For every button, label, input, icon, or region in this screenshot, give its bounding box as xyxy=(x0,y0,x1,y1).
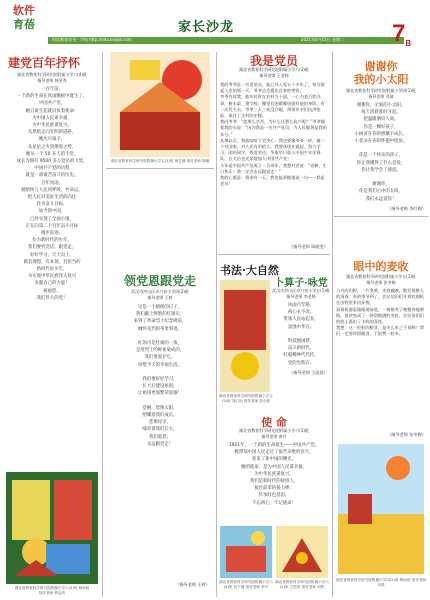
col3-poem2-line: 富强中华在。 xyxy=(287,324,315,330)
col4-poem-line: 谢谢你， xyxy=(372,182,390,188)
col1-poem-line: 从星星之火到燎原之势， xyxy=(27,144,77,150)
col2-poem-line: 我们要好好学习， xyxy=(142,377,178,383)
col4-poem-line: 你让我懂得了什么是爱， xyxy=(356,160,406,166)
col3-artwork xyxy=(220,280,270,392)
col1-byline: 湖北省教育科学研究院附属小学六(4)班 指导老师 韩金秀 xyxy=(17,72,87,83)
col2-poem-line xyxy=(106,369,214,376)
col3-poem2-line: 带领人民站起来， xyxy=(283,317,319,323)
col4-poem-line: 你是一个快乐的孩子， xyxy=(359,153,403,159)
col4-signature2: （指导老师 张冬梅） xyxy=(386,432,426,437)
col3-poem3-line: 传承红色基因， xyxy=(258,493,290,499)
col1-artwork-svg xyxy=(6,472,98,584)
col3-poem2-byline: 武汉市洪山区卓刀泉小学五(1)班 指导老师 李老师 xyxy=(272,288,330,299)
col2-poem-line: 照耀着我们成长， xyxy=(142,413,178,419)
page-suffix: B xyxy=(405,39,412,48)
col3-poem2-line xyxy=(272,331,330,338)
col3-poem3 xyxy=(218,442,330,507)
col3-poem2-line: 红船精神代代传， xyxy=(283,353,319,359)
col4-byline2: 湖北省教育科学研究院附属小学五(1)班 指导老师 张冬梅 xyxy=(346,274,416,285)
col4-poem-line xyxy=(334,174,428,181)
col4-poem-line: 谢谢你，亲爱的小太阳， xyxy=(356,103,406,108)
col1-poem-line: 我们要听党话、跟党走， xyxy=(27,245,77,251)
col2-poem-line: 来到了革命烈士纪念碑前， xyxy=(133,319,187,325)
col4-poem-line: 你是我们心中的太阳， xyxy=(359,189,403,195)
col3-title: 我是党员 xyxy=(249,54,298,68)
col3-poem3-line: 不忘初心，牢记使命！ xyxy=(252,500,296,506)
col3-signature: （指导老师 陈晓雯） xyxy=(288,244,328,249)
col2-poem-line: 红领巾是红旗的一角， xyxy=(138,341,182,347)
col2-poem-line: 我们戴上鲜艳的红领巾， xyxy=(135,312,185,318)
col1-poem-line: 做有理想、有本领、有担当的 xyxy=(23,259,81,265)
page-number xyxy=(392,20,411,48)
col1-poem-line: 她历尽艰辛， xyxy=(38,137,66,143)
col4-title: 谢谢你 我的小太阳 xyxy=(353,60,409,86)
col2-poem-line: 我们爱您， xyxy=(149,434,171,440)
col3-poem3-line: 我们是新时代的接班人， xyxy=(249,479,299,485)
strip-left: 科技教育周刊 · 学校 http://edu.kejiyb.com xyxy=(52,37,132,42)
col3-body: 我的爷爷是一名老党员，他已经入党五十多年了。每当提起入党的那一天，爷爷总会露出自豪的笑容。 爷爷告诉我，他年轻时在农村当干部，一心为老百姓办事，修水渠、建学校，哪里有困难哪里就有他的身影。有一次发大水，爷爷三天三夜没合眼，带领乡亲们抗洪抢险，保住了全村的庄稼。 我问爷爷：“您那么辛苦，为什么还那么高兴呢？”爷爷摸着我的头说：“因为我是一名共产党员，为人民服务是我的本分。” 从那以后，我就暗暗下定决心：我也要像爷爷一样，做一个对国家、对人民有用的人。我要从现在做起，努力学习，团结同学，热爱劳动，争取早日加入中国少年先锋队，长大后也光荣地加入中国共产党！ 今年是中国共产党成立一百周年，我想对党说：“党啊，生日快乐！我一定会永远跟党走！” 我的心愿是：将来有一天，我也能骄傲地说一句——我是党员！ xyxy=(220,82,327,187)
col3-poem3-line: 迎来了新中国的曙光。 xyxy=(252,457,296,463)
col4-artwork xyxy=(338,444,424,574)
newspaper-logo xyxy=(4,4,44,38)
col4-poem-line: 把温暖洒向人间。 xyxy=(363,117,399,123)
col2-poem-line: 永远跟党走！ xyxy=(146,441,174,447)
col1-poem-line: 中国共产党。 xyxy=(38,101,66,107)
col3-poem3-byline: 湖北省教育科学研究院附属小学六(1)班 指导老师 黄丹 xyxy=(239,428,309,439)
col3-poem2-line: 科技强国梦， xyxy=(287,339,315,345)
col1-article xyxy=(4,52,100,597)
col3-artwork-svg xyxy=(220,280,270,392)
col1-poem-line: 一百年前， xyxy=(41,87,63,92)
column-divider xyxy=(102,52,103,597)
col4-separator xyxy=(334,216,428,217)
col1-artwork xyxy=(6,472,98,584)
logo-line-1: 软件 xyxy=(13,4,35,17)
col4-signature: （指导老师 李红梅） xyxy=(386,206,426,211)
col1-poem-line: 她始终与人民同呼吸、共命运， xyxy=(21,187,83,193)
col3-poem3-line: 接过前辈的接力棒， xyxy=(254,486,294,492)
col3-article xyxy=(218,52,330,597)
col1-poem-line: 一个新的生命在风雨飘摇中诞生了， xyxy=(16,94,88,100)
col2-poem-line: 缅怀先烈的英勇事迹。 xyxy=(138,326,182,332)
col1-poem-line: 从黑暗走向光明的道路， xyxy=(27,130,77,136)
col1-poem-line: 作为奋斗目标， xyxy=(36,202,68,208)
col1-poem-line: 她从一个 50 多人的小党， xyxy=(25,151,79,157)
col4-poem-line: 每天清晨准时升起， xyxy=(361,110,401,116)
col2-title: 领党恩跟党走 xyxy=(123,274,196,288)
col3-separator xyxy=(218,254,330,255)
col2-poem-line: 哺育着我们长大， xyxy=(142,427,178,433)
col1-poem-line: 新时代好少年， xyxy=(36,267,68,273)
col2-art-caption: 湖北省教育科学研究院附属小学五(3)班 徐艺涵 指导老师 陈曦 xyxy=(110,159,210,163)
col3-poem2-line: 初心永不改。 xyxy=(287,310,315,316)
col1-poem-line: 贡献自己的力量！ xyxy=(34,281,70,287)
col4-poem-line xyxy=(334,145,428,152)
col1-poem-line: 已经实现了全面小康， xyxy=(30,216,74,222)
col2-artwork-svg xyxy=(110,52,210,157)
col3-poem2-title: 卜算子·咏党 xyxy=(274,278,328,289)
col3-byline: 湖北省教育科学研究院附属小学六(3)班 指导老师 王老师 xyxy=(239,67,309,78)
column-divider xyxy=(332,52,333,597)
strip-date: 2021年6月15日 星期二 xyxy=(300,37,344,42)
col2-signature: （指导老师 王辉） xyxy=(175,582,210,587)
col3-poem3-line: 她带领中国人民走过了艰苦卓绝的岁月， xyxy=(234,450,314,456)
col3-artwork-3 xyxy=(276,526,328,578)
col3-poem2-line: 奋斗新时代。 xyxy=(287,346,315,352)
col1-poem-line: 如今的中国， xyxy=(38,209,66,215)
col2-artwork xyxy=(110,52,210,157)
col4-poem-line: 你让我学会了感恩。 xyxy=(361,167,401,173)
col3-poem3-title: 使 命 xyxy=(261,416,287,429)
col4-poem-line: 小花朵在你的怀抱中绽放。 xyxy=(354,139,408,145)
col1-poem-line: 正在向第二个百年奋斗目标 xyxy=(25,223,79,229)
page-header xyxy=(0,0,430,50)
col1-poem-line: 好好学习，天天向上， xyxy=(30,252,74,258)
col4-article xyxy=(334,52,428,597)
col1-poem-line: 成长为拥有 9500 多万党员的大党， xyxy=(16,159,88,165)
col3-art2-caption: 湖北省教育科学研究院附属小学六(4)班 张子涵 指导老师 李丹 xyxy=(219,580,273,589)
col2-poem-line: 党啊，您像太阳， xyxy=(142,405,178,411)
col1-poem-line: 阔步前进。 xyxy=(41,231,63,237)
col2-article xyxy=(106,52,214,597)
col1-poem-line: 就是一部艰苦奋斗的历史。 xyxy=(25,173,79,179)
col1-poem-line: 祝福您， xyxy=(43,288,61,294)
col3-poem2-line: 风雨百年路， xyxy=(287,303,315,308)
col4-art-caption: 湖北省教育科学研究院附属小学四(2)班 陈雨欣 指导老师 邓倩 xyxy=(335,578,427,587)
col1-poem-line: 把人民对美好生活的向往 xyxy=(27,195,77,201)
col2-poem-line xyxy=(106,333,214,340)
col2-separator xyxy=(106,168,214,169)
col3-artwork-3-svg xyxy=(276,526,328,578)
col4-poem-line: 小树苗在你的照耀下成长， xyxy=(354,131,408,137)
col1-poem-line: 为实现中华民族伟大复兴 xyxy=(27,274,77,280)
col4-title2: 眼中的麦收 xyxy=(353,260,409,273)
col1-art-caption: 湖北省教育科学研究院附属小学六(4)班 杨雨晨 指导老师 韩金秀 xyxy=(14,586,90,595)
col1-poem xyxy=(4,86,100,302)
logo-line-2: 育蓓 xyxy=(13,18,35,31)
col2-poem-line: 您像母亲， xyxy=(149,420,171,426)
col1-poem-line: 她自诞生起就肩负着使命： xyxy=(25,108,79,114)
col3-poem3-line: 她的使命，是为中国人民谋幸福， xyxy=(241,464,307,470)
col3-art-caption: 湖北省教育科学研究院附属小学五(2)班 刘心怡 指导老师 周小燕 xyxy=(219,394,273,403)
col3-poem2 xyxy=(272,302,330,367)
col1-poem-line: 百年风雨， xyxy=(41,180,63,186)
col4-poem-line: 我们永远爱你！ xyxy=(365,196,397,202)
header-strip xyxy=(48,35,404,45)
col1-poem-line: 为中华民族谋复兴。 xyxy=(32,123,72,129)
col1-poem-line: 我们伟大的党！ xyxy=(36,295,68,301)
col3-artwork-2-svg xyxy=(220,526,272,578)
col1-poem-line: 中国共产党的历程 xyxy=(34,166,70,172)
col4-artwork-svg xyxy=(338,444,424,574)
col3-poem3-line: 1921年，一个新的生命诞生——中国共产党。 xyxy=(228,443,320,448)
col3-poem3-line: 为中华民族谋复兴。 xyxy=(254,471,294,477)
col3-masthead: 书法·大自然 xyxy=(220,264,279,277)
col3-poem2-signature: （指导老师 王雨晨） xyxy=(288,370,328,375)
column-divider xyxy=(216,52,217,597)
col3-artwork-2 xyxy=(220,526,272,578)
col2-poem-line: 我们要爱护它， xyxy=(144,355,176,361)
col2-poem-line: 这是一个晴朗的日子， xyxy=(138,305,182,310)
col2-poem-line: 是用烈士的鲜血染成的， xyxy=(135,348,185,354)
col2-byline: 武汉市洪山区卓刀泉小学四(2)班 指导老师 王辉 xyxy=(131,289,189,300)
col2-poem-line: 让祖国更加繁荣富强！ xyxy=(138,391,182,397)
col2-poem xyxy=(106,304,214,448)
section-title: 家长沙龙 xyxy=(178,20,235,35)
col3-art3-caption: 湖北省教育科学研究院附属小学六(2)班 王思琪 指导老师 刘婷 xyxy=(275,580,329,589)
col1-poem-line: 为中国人民谋幸福， xyxy=(32,115,72,121)
col3-poem2-line: 党的光辉在。 xyxy=(287,360,315,366)
col4-poem xyxy=(334,102,428,203)
col2-poem-line: 珍惜今天的幸福生活。 xyxy=(138,362,182,368)
col4-poem-line: 你是一颗好孩子， xyxy=(363,124,399,130)
col4-body2: 六月的田野，一片金黄，麦浪翻滚，散发着醉人的清香。麦收季节到了，农民伯伯们开着收割机在田野里来回穿梭。 看着机器轰隆隆地前进，一排排麦子被整齐地割倒，很快变成了一袋袋饱满的麦粒，农民伯伯们的脸上露出了丰收的喜悦。 我想：这一粒粒的粮食，是多么来之不易啊！我们一定要珍惜粮食，不浪费一粒米。 xyxy=(336,288,424,337)
col1-poem-line: 作为新时代的少年， xyxy=(32,238,72,244)
col4-byline: 湖北省教育科学研究院附属小学四(1)班 指导老师 邓倩 xyxy=(346,88,416,99)
col2-poem-line: 长大后建设祖国， xyxy=(142,384,178,390)
col1-title: 建党百年抒怀 xyxy=(8,56,81,70)
page-number-value: 7 xyxy=(392,20,406,47)
col2-poem-line xyxy=(106,398,214,405)
